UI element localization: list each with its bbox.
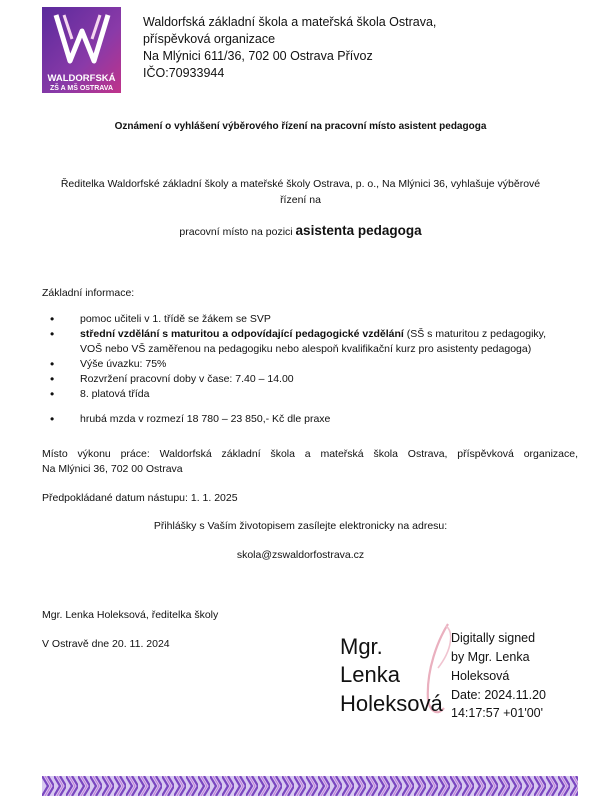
signature-info-line3: Holeksová — [451, 669, 510, 683]
position-line — [0, 223, 601, 238]
start-date: Předpokládané datum nástupu: 1. 1. 2025 — [42, 492, 238, 504]
intro-line2: řízení na — [280, 194, 321, 206]
school-address: Na Mlýnici 611/36, 702 00 Ostrava Přívoz — [143, 49, 373, 63]
signature-info-line2: by Mgr. Lenka — [451, 650, 530, 664]
intro-line1: Ředitelka Waldorfské základní školy a mateřské školy Ostrava, p. o., Na Mlýnici 36, vyhlašuje výběrové — [60, 178, 541, 190]
school-logo — [42, 7, 121, 93]
signature-name-line2: Lenka — [340, 662, 400, 687]
bullet-text: 8. platová třída — [80, 388, 150, 400]
apply-text: Přihlášky s Vaším životopisem zasílejte elektronicky na adresu: — [153, 520, 448, 532]
workplace-line1: Místo výkonu práce: Waldorfská základní škola a mateřská škola Ostrava, příspěvková organizace, — [42, 448, 578, 460]
bullet-text: Výše úvazku: 75% — [80, 358, 167, 370]
bullet-text: pomoc učiteli v 1. třídě se žákem se SVP — [80, 313, 271, 325]
logo-text-line1: WALDORFSKÁ — [47, 73, 116, 84]
list-item — [48, 357, 578, 372]
bullet-text: (SŠ s maturitou z pedagogiky, — [403, 328, 547, 340]
bullet-text: Rozvržení pracovní doby v čase: 7.40 – 14.00 — [80, 373, 294, 385]
document-title: Oznámení o vyhlášení výběrového řízení na pracovní místo asistent pedagoga — [114, 121, 487, 132]
signature-name-line3: Holeksová — [340, 691, 443, 716]
bullet-text: VOŠ nebo VŠ zaměřenou na pedagogiku nebo alespoň kvalifikační kurz pro asistenty pedagoga) — [80, 343, 532, 355]
signature-name-line1: Mgr. — [340, 634, 383, 659]
contact-email: skola@zswaldorfostrava.cz — [236, 549, 365, 561]
workplace-line2: Na Mlýnici 36, 702 00 Ostrava — [42, 463, 183, 475]
position-prefix: pracovní místo na pozici — [179, 226, 293, 238]
signature-info-line5: 14:17:57 +01'00' — [451, 706, 544, 720]
place-date: V Ostravě dne 20. 11. 2024 — [42, 638, 170, 650]
signatory: Mgr. Lenka Holeksová, ředitelka školy — [42, 609, 219, 621]
list-item — [48, 312, 578, 327]
position-name: asistenta pedagoga — [295, 223, 422, 238]
bullet-text-bold: střední vzdělání s maturitou a odpovídající pedagogické vzdělání — [80, 328, 404, 340]
school-name-line1: Waldorfská základní škola a mateřská škola Ostrava, — [143, 15, 437, 29]
basic-info-label: Základní informace: — [42, 287, 135, 299]
requirements-list — [48, 312, 578, 427]
logo-text-line2: ZŠ A MŠ OSTRAVA — [50, 85, 113, 92]
list-item — [48, 387, 578, 402]
list-item — [48, 327, 578, 357]
signature-info-line4: Date: 2024.11.20 — [451, 688, 546, 702]
signature-info-line1: Digitally signed — [451, 631, 536, 645]
footer-decorative-band — [42, 776, 578, 796]
school-name-line2: příspěvková organizace — [143, 32, 276, 46]
list-item — [48, 372, 578, 387]
bullet-text: hrubá mzda v rozmezí 18 780 – 23 850,- Kč dle praxe — [80, 413, 331, 425]
list-item — [48, 412, 578, 427]
school-ico: IČO:70933944 — [143, 66, 225, 80]
